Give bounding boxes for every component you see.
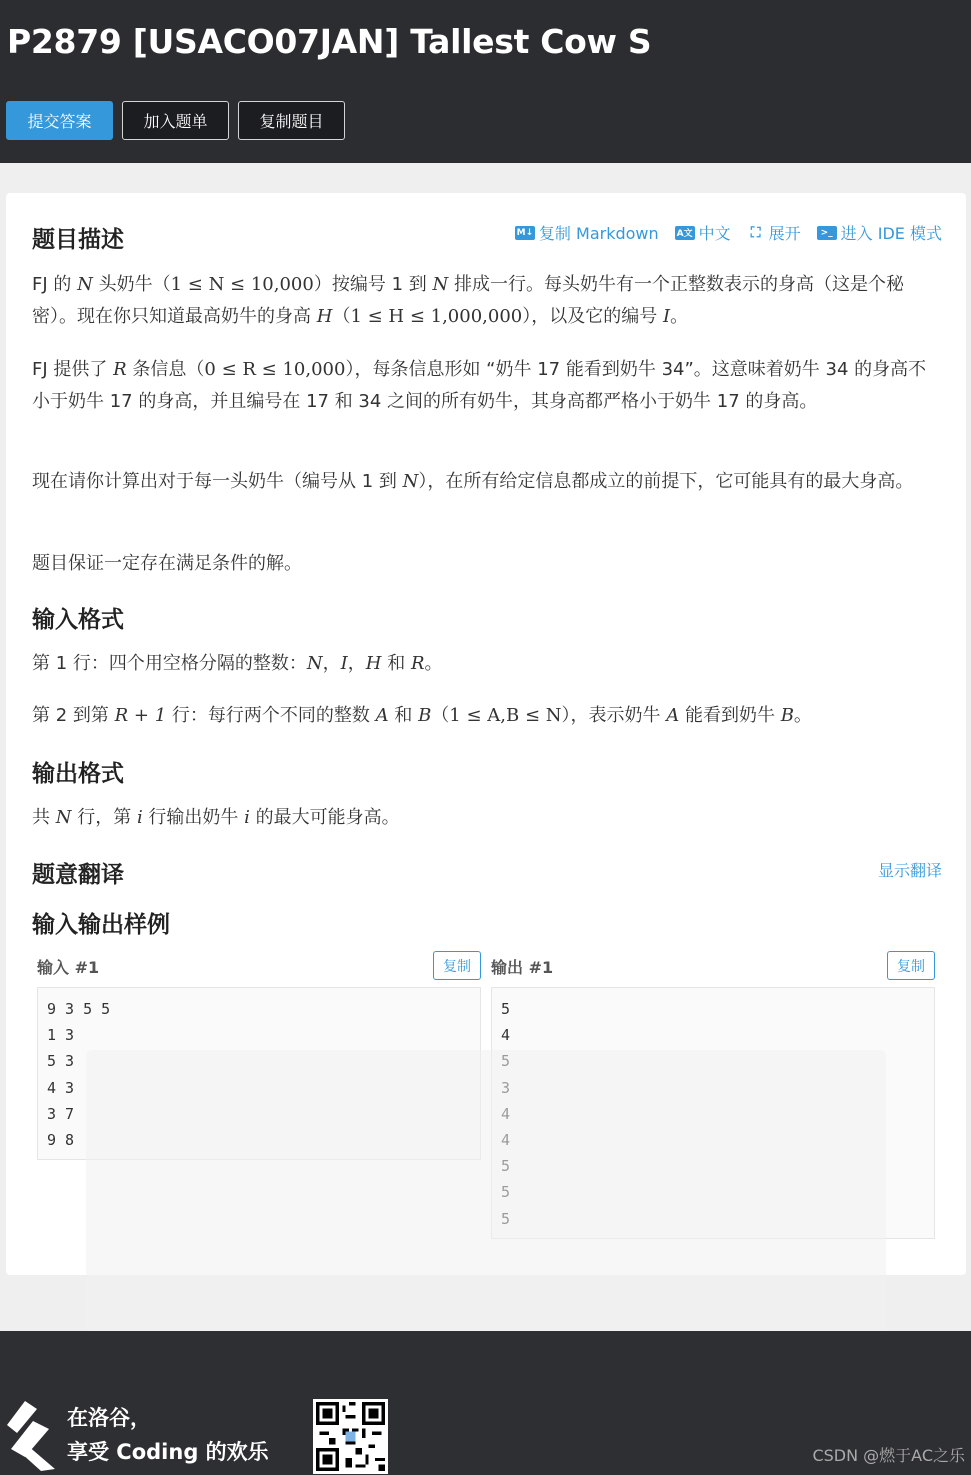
ide-mode-label: 进入 IDE 模式 [840,224,942,243]
sample-line: 3 7 [47,1104,75,1123]
input-format-line-2: 第 2 到第 R + 1 行：每行两个不同的整数 A 和 B（1 ≤ A,B ≤ N），表示奶牛 A 能看到奶牛 B。 [32,705,812,726]
expand-label: 展开 [768,224,801,243]
output-format-line: 共 N 行，第 i 行输出奶牛 i 的最大可能身高。 [32,807,400,828]
sample-line: 1 3 [47,1026,75,1045]
copy-problem-button[interactable]: 复制题目 [238,101,345,140]
description-title: 题目描述 [32,227,124,253]
samples-title: 输入输出样例 [32,912,170,938]
sample-line: 5 3 [47,1052,75,1071]
description-paragraph-3: 现在请你计算出对于每一头奶牛（编号从 1 到 N），在所有给定信息都成立的前提下，它可能具有的最大身高。 [32,471,914,492]
description-paragraph-1: FJ 的 N 头奶牛（1 ≤ N ≤ 10,000）按编号 1 到 N 排成一行。每头奶牛有一个正整数表示的身高（这是个秘密）。现在你只知道最高奶牛的身高 H（1 ≤ H ≤ 1,000,000），以及它的编号 I。 [32,274,904,327]
faded-overlay-panel [86,1050,886,1348]
csdn-watermark: CSDN @燃于AC之乐 [812,1446,965,1465]
copy-markdown-link[interactable] [515,221,659,244]
language-link[interactable] [675,221,731,244]
sample-line: 9 8 [47,1130,75,1149]
output-format-title: 输出格式 [32,761,124,787]
site-footer [0,1331,971,1475]
sample-line: 9 3 5 5 [47,1000,111,1018]
sample-input-label: 输入 #1 [37,958,100,977]
copy-markdown-label: 复制 Markdown [538,224,659,243]
description-paragraph-2: FJ 提供了 R 条信息（0 ≤ R ≤ 10,000），每条信息形如 “奶牛 17 能看到奶牛 34”。这意味着奶牛 34 的身高不小于奶牛 17 的身高，并且编号在 17 和 34 之间的所有奶牛，其身高都严格小于奶牛 17 的身高。 [32,359,927,412]
input-format-title: 输入格式 [32,607,124,633]
copy-output-button[interactable]: 复制 [887,951,935,980]
sample-line: 5 [501,1000,511,1018]
description-paragraph-4: 题目保证一定存在满足条件的解。 [32,553,302,574]
add-to-list-button[interactable]: 加入题单 [122,101,229,140]
translation-title: 题意翻译 [32,862,124,888]
problem-toolbar [515,221,942,244]
markdown-icon: M↓ [516,227,534,238]
input-format-line-1: 第 1 行：四个用空格分隔的整数：N，I，H 和 R。 [32,653,443,674]
submit-answer-button[interactable]: 提交答案 [6,101,113,140]
sample-line: 4 3 [47,1078,75,1097]
expand-link[interactable] [747,221,801,244]
problem-title: P2879 [USACO07JAN] Tallest Cow S [7,22,652,61]
sample-line: 4 [501,1026,511,1045]
terminal-icon: >_ [817,226,837,240]
show-translation-link[interactable]: 显示翻译 [877,861,942,880]
ide-mode-link[interactable] [817,221,942,244]
problem-header [0,0,971,163]
expand-icon: ⛶ [750,224,761,241]
luogu-logo-icon [3,1399,59,1471]
footer-slogan: 在洛谷， 享受 Coding 的欢乐 [67,1406,269,1464]
translate-icon: A文 [675,226,695,240]
sample-output-label: 输出 #1 [491,958,554,977]
qr-code-icon [313,1399,388,1474]
language-label: 中文 [698,224,731,243]
copy-input-button[interactable]: 复制 [433,951,481,980]
